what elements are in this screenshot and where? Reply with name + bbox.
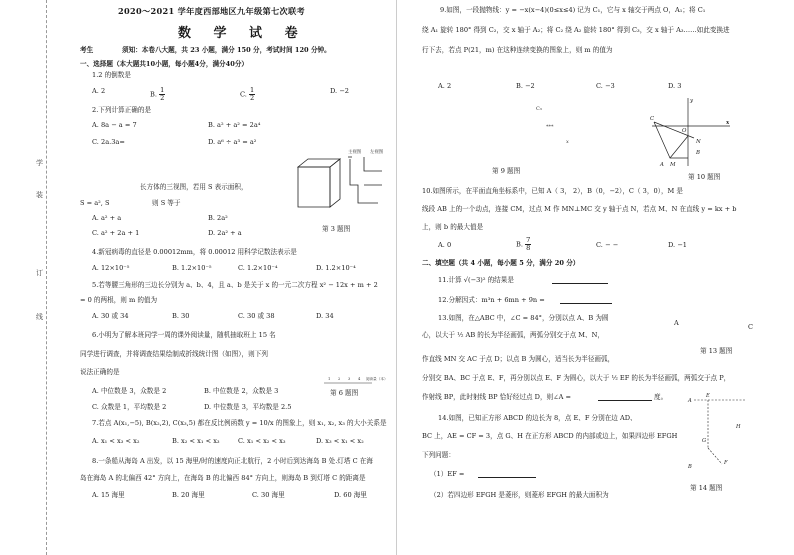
option-c: C. a² + 2a + 1 <box>92 229 140 237</box>
question-text: 5.若等腰三角形的三边长分别为 a、b、4，且 a、b 是关于 x 的一元二次方程 x² − 12x + m + 2 <box>92 281 378 289</box>
option-d: D. 3 <box>668 82 682 90</box>
section-heading: 二、填空题（共 4 小题，每小题 5 分，满分 20 分） <box>422 259 580 267</box>
answer-blank[interactable] <box>552 283 608 284</box>
question-text: 上，则 b 的最大值是 <box>422 223 484 231</box>
option-a: A. 2 <box>438 82 452 90</box>
option-d: D. 1.2×10⁻⁴ <box>316 264 356 272</box>
svg-text:H: H <box>736 424 741 430</box>
svg-text:1: 1 <box>328 377 331 381</box>
question-text: 作射线 BP，此时射线 BP 恰好经过点 D，则∠A = <box>422 393 572 401</box>
question-text: 作直线 MN 交 AC 于点 D；以点 B 为圆心，适当长为半径画弧， <box>422 355 615 363</box>
option-b: B. 中位数是 2，众数是 3 <box>204 387 279 395</box>
svg-text:A: A <box>660 162 664 168</box>
question-text: 岛在海岛 A 的北偏西 42° 方向上，在海岛 B 的北偏西 84° 方向上，则海岛 B 到灯塔 C 的距离是 <box>80 474 366 482</box>
question-text: 12.分解因式：m³n + 6mn + 9n = <box>438 296 545 304</box>
option-b: B. 30 <box>172 312 190 320</box>
question-text: 分别交 BA、BC 于点 E、F，再分别以点 E、F 为圆心，以大于 ½ EF 的长为半径画弧，两弧交于点 P， <box>422 374 731 382</box>
question-text: BC 上，AE = CF = 3，点 G、H 在正方形 ABCD 的内部或边上，如果四边形 EFGH <box>422 432 678 440</box>
subject-title: 数 学 试 卷 <box>178 26 307 41</box>
svg-text:B: B <box>688 464 692 470</box>
option-c: C. 30 海里 <box>252 491 285 499</box>
option-c: C. $\frac{1}{2}$ <box>240 86 255 102</box>
option-b: B. a² + a² = 2a⁴ <box>208 121 261 129</box>
axis-note: 阅读量（本） <box>366 377 388 381</box>
question-text: 度。 <box>654 393 668 401</box>
question-text: 8.一条船从海岛 A 出发，以 15 海里/时的速度向正北航行，2 小时后到达海岛 B 处.灯塔 C 在海 <box>92 457 373 465</box>
question-text: 13.如图，在△ABC 中，∠C = 84°，分别以点 A、B 为圆 <box>438 314 609 322</box>
q14-figure <box>682 388 754 480</box>
binding-line <box>46 0 47 555</box>
figure-point-label: A <box>674 319 679 327</box>
option-b: B. 2a² <box>208 214 228 222</box>
sub-question: （2）若四边形 EFGH 是菱形，则菱形 EFGH 的最大面积为 <box>430 491 609 499</box>
option-a: A. a² + a <box>92 214 122 222</box>
svg-text:G: G <box>702 438 707 444</box>
q9-figure <box>530 100 600 150</box>
question-text: 则 S 等于 <box>152 199 181 207</box>
question-text: = 0 的两根，则 m 的值为 <box>80 296 158 304</box>
question-text: 7.若点 A(x₁,−5), B(x₂,2), C(x₃,5) 都在反比例函数 y = 10/x 的图象上，则 x₁, x₂, x₃ 的大小关系是 <box>92 419 387 427</box>
question-text: 长方体的三视图，若用 S 表示面积， <box>140 183 248 191</box>
option-a: A. 0 <box>438 241 452 249</box>
question-text: 绕 A₁ 旋转 180° 得到 C₂，交 x 轴于 A₂；将 C₂ 绕 A₂ 旋转 180° 得到 C₃，交 x 轴于 A₃……如此变换进 <box>422 26 730 34</box>
option-b: B. 20 海里 <box>172 491 205 499</box>
svg-text:y: y <box>690 98 694 104</box>
option-d: D. −1 <box>668 241 687 249</box>
svg-text:2: 2 <box>338 377 341 381</box>
svg-text:E: E <box>706 393 710 399</box>
figure-caption: 第 14 题图 <box>690 484 723 492</box>
option-a: A. 8a − a = 7 <box>92 121 137 129</box>
svg-text:x: x <box>726 120 730 126</box>
option-a: A. 中位数是 3，众数是 2 <box>92 387 167 395</box>
question-text: 9.如图，一段抛物线：y = −x(x−4)(0≤x≤4) 记为 C₁，它与 x 轴交于两点 O，A₁；将 C₁ <box>440 6 706 14</box>
figure-caption: 第 6 题图 <box>330 389 359 397</box>
option-a: A. 2 <box>92 87 106 95</box>
svg-text:3: 3 <box>348 377 351 381</box>
question-text: S = a², S <box>80 199 110 207</box>
svg-text:F: F <box>724 460 728 466</box>
svg-text:x: x <box>566 139 569 145</box>
exam-notice: 须知：本卷八大题，共 23 小题，满分 150 分，考试时间 120 分钟。 <box>122 46 331 54</box>
question-text: 心，以大于 ½ AB 的长为半径画弧，两弧分别交于点 M、N， <box>422 331 604 339</box>
side-label: 学 <box>36 159 43 167</box>
option-c: C. 30 或 38 <box>238 312 275 320</box>
question-text: 行下去，若点 P(21，m) 在这种连续变换的图象上，则 m 的值为 <box>422 46 613 54</box>
option-d: D. 2a² + a <box>208 229 242 237</box>
sub-question: （1）EF = <box>430 470 465 478</box>
svg-text:A: A <box>688 398 692 404</box>
answer-blank[interactable] <box>598 400 652 401</box>
question-text: 11.计算 √(−3)² 的结果是 <box>438 276 514 284</box>
option-c: C. x₁ < x₂ < x₃ <box>238 437 286 445</box>
question-text: 线段 AB 上的一个动点，连接 CM，过点 M 作 MN⊥MC 交 y 轴于点 N，若点 M、N 在直线 y = kx + b <box>422 205 737 213</box>
figure-caption: 第 9 题图 <box>492 167 521 175</box>
view-label: 左视图 <box>370 150 384 155</box>
exam-title: 2020～2021 学年度西部地区九年级第七次联考 <box>118 6 305 16</box>
option-d: D. −2 <box>330 87 349 95</box>
q3-figure <box>290 145 390 230</box>
q10-figure <box>646 96 736 168</box>
figure-caption: 第 3 题图 <box>322 225 351 233</box>
side-label: 线 <box>36 313 43 321</box>
option-b: B. 1.2×10⁻⁵ <box>172 264 212 272</box>
figure-caption: 第 13 题图 <box>700 347 733 355</box>
option-b: B. $\frac{1}{2}$ <box>150 86 165 102</box>
option-a: A. 12×10⁻⁵ <box>92 264 130 272</box>
question-text: 6.小明为了解本班同学一周的课外阅读量，随机抽取班上 15 名 <box>92 331 276 339</box>
curve-label: C₃ <box>536 106 542 112</box>
view-label: 主视图 <box>348 150 362 155</box>
candidate-label: 考生 <box>80 46 94 54</box>
option-d: D. 34 <box>316 312 334 320</box>
option-c: C. − − <box>596 241 619 249</box>
option-d: D. x₃ < x₁ < x₂ <box>316 437 364 445</box>
question-text: 下列问题： <box>422 451 455 459</box>
side-label: 装 <box>36 191 43 199</box>
section-heading: 一、选择题（本大题共10小题，每小题4分，满分40分） <box>80 60 249 68</box>
option-a: A. x₁ < x₃ < x₂ <box>92 437 140 445</box>
option-c: C. 2a.3a= <box>92 138 125 146</box>
answer-blank[interactable] <box>478 477 536 478</box>
question-stem: 4.新冠病毒的直径是 0.00012mm，将 0.00012 用科学记数法表示是 <box>92 248 297 256</box>
option-d: D. 60 海里 <box>334 491 367 499</box>
svg-text:4: 4 <box>358 377 361 381</box>
question-text: 10.如图所示，在平面直角坐标系中，已知 A（ 3， 2），B（0，−2），C（ 3，0），M 是 <box>422 187 683 195</box>
option-a: A. 30 或 34 <box>92 312 129 320</box>
svg-text:C: C <box>650 116 655 122</box>
figure-point-label: C <box>748 323 754 331</box>
option-c: C. −3 <box>596 82 615 90</box>
svg-text:***: *** <box>546 124 554 130</box>
figure-caption: 第 10 题图 <box>688 173 721 181</box>
question-text: 说法正确的是 <box>80 368 120 376</box>
svg-text:M: M <box>670 162 676 168</box>
question-text: 14.如图，已知正方形 ABCD 的边长为 8，点 E、F 分别在边 AD、 <box>438 414 637 422</box>
side-label: 订 <box>36 269 43 277</box>
svg-text:O: O <box>682 128 687 134</box>
option-c: C. 1.2×10⁻⁴ <box>238 264 278 272</box>
svg-text:N: N <box>696 139 701 145</box>
option-d: D. a⁶ ÷ a³ = a² <box>208 138 257 146</box>
option-b: B. x₂ < x₁ < x₃ <box>172 437 220 445</box>
svg-text:B: B <box>696 150 700 156</box>
option-d: D. 中位数是 3，平均数是 2.5 <box>204 403 292 411</box>
question-stem: 2.下列计算正确的是 <box>92 106 152 114</box>
answer-blank[interactable] <box>560 303 612 304</box>
question-text: 同学进行调查，并将调查结果绘制成折线统计图（如图），则下列 <box>80 350 268 358</box>
option-c: C. 众数是 1，平均数是 2 <box>92 403 167 411</box>
question-stem: 1.2 的倒数是 <box>92 71 131 79</box>
option-b: B. −2 <box>516 82 535 90</box>
option-b: B. $\frac{7}{8}$ <box>516 236 531 252</box>
option-a: A. 15 海里 <box>92 491 125 499</box>
column-divider <box>396 0 397 555</box>
